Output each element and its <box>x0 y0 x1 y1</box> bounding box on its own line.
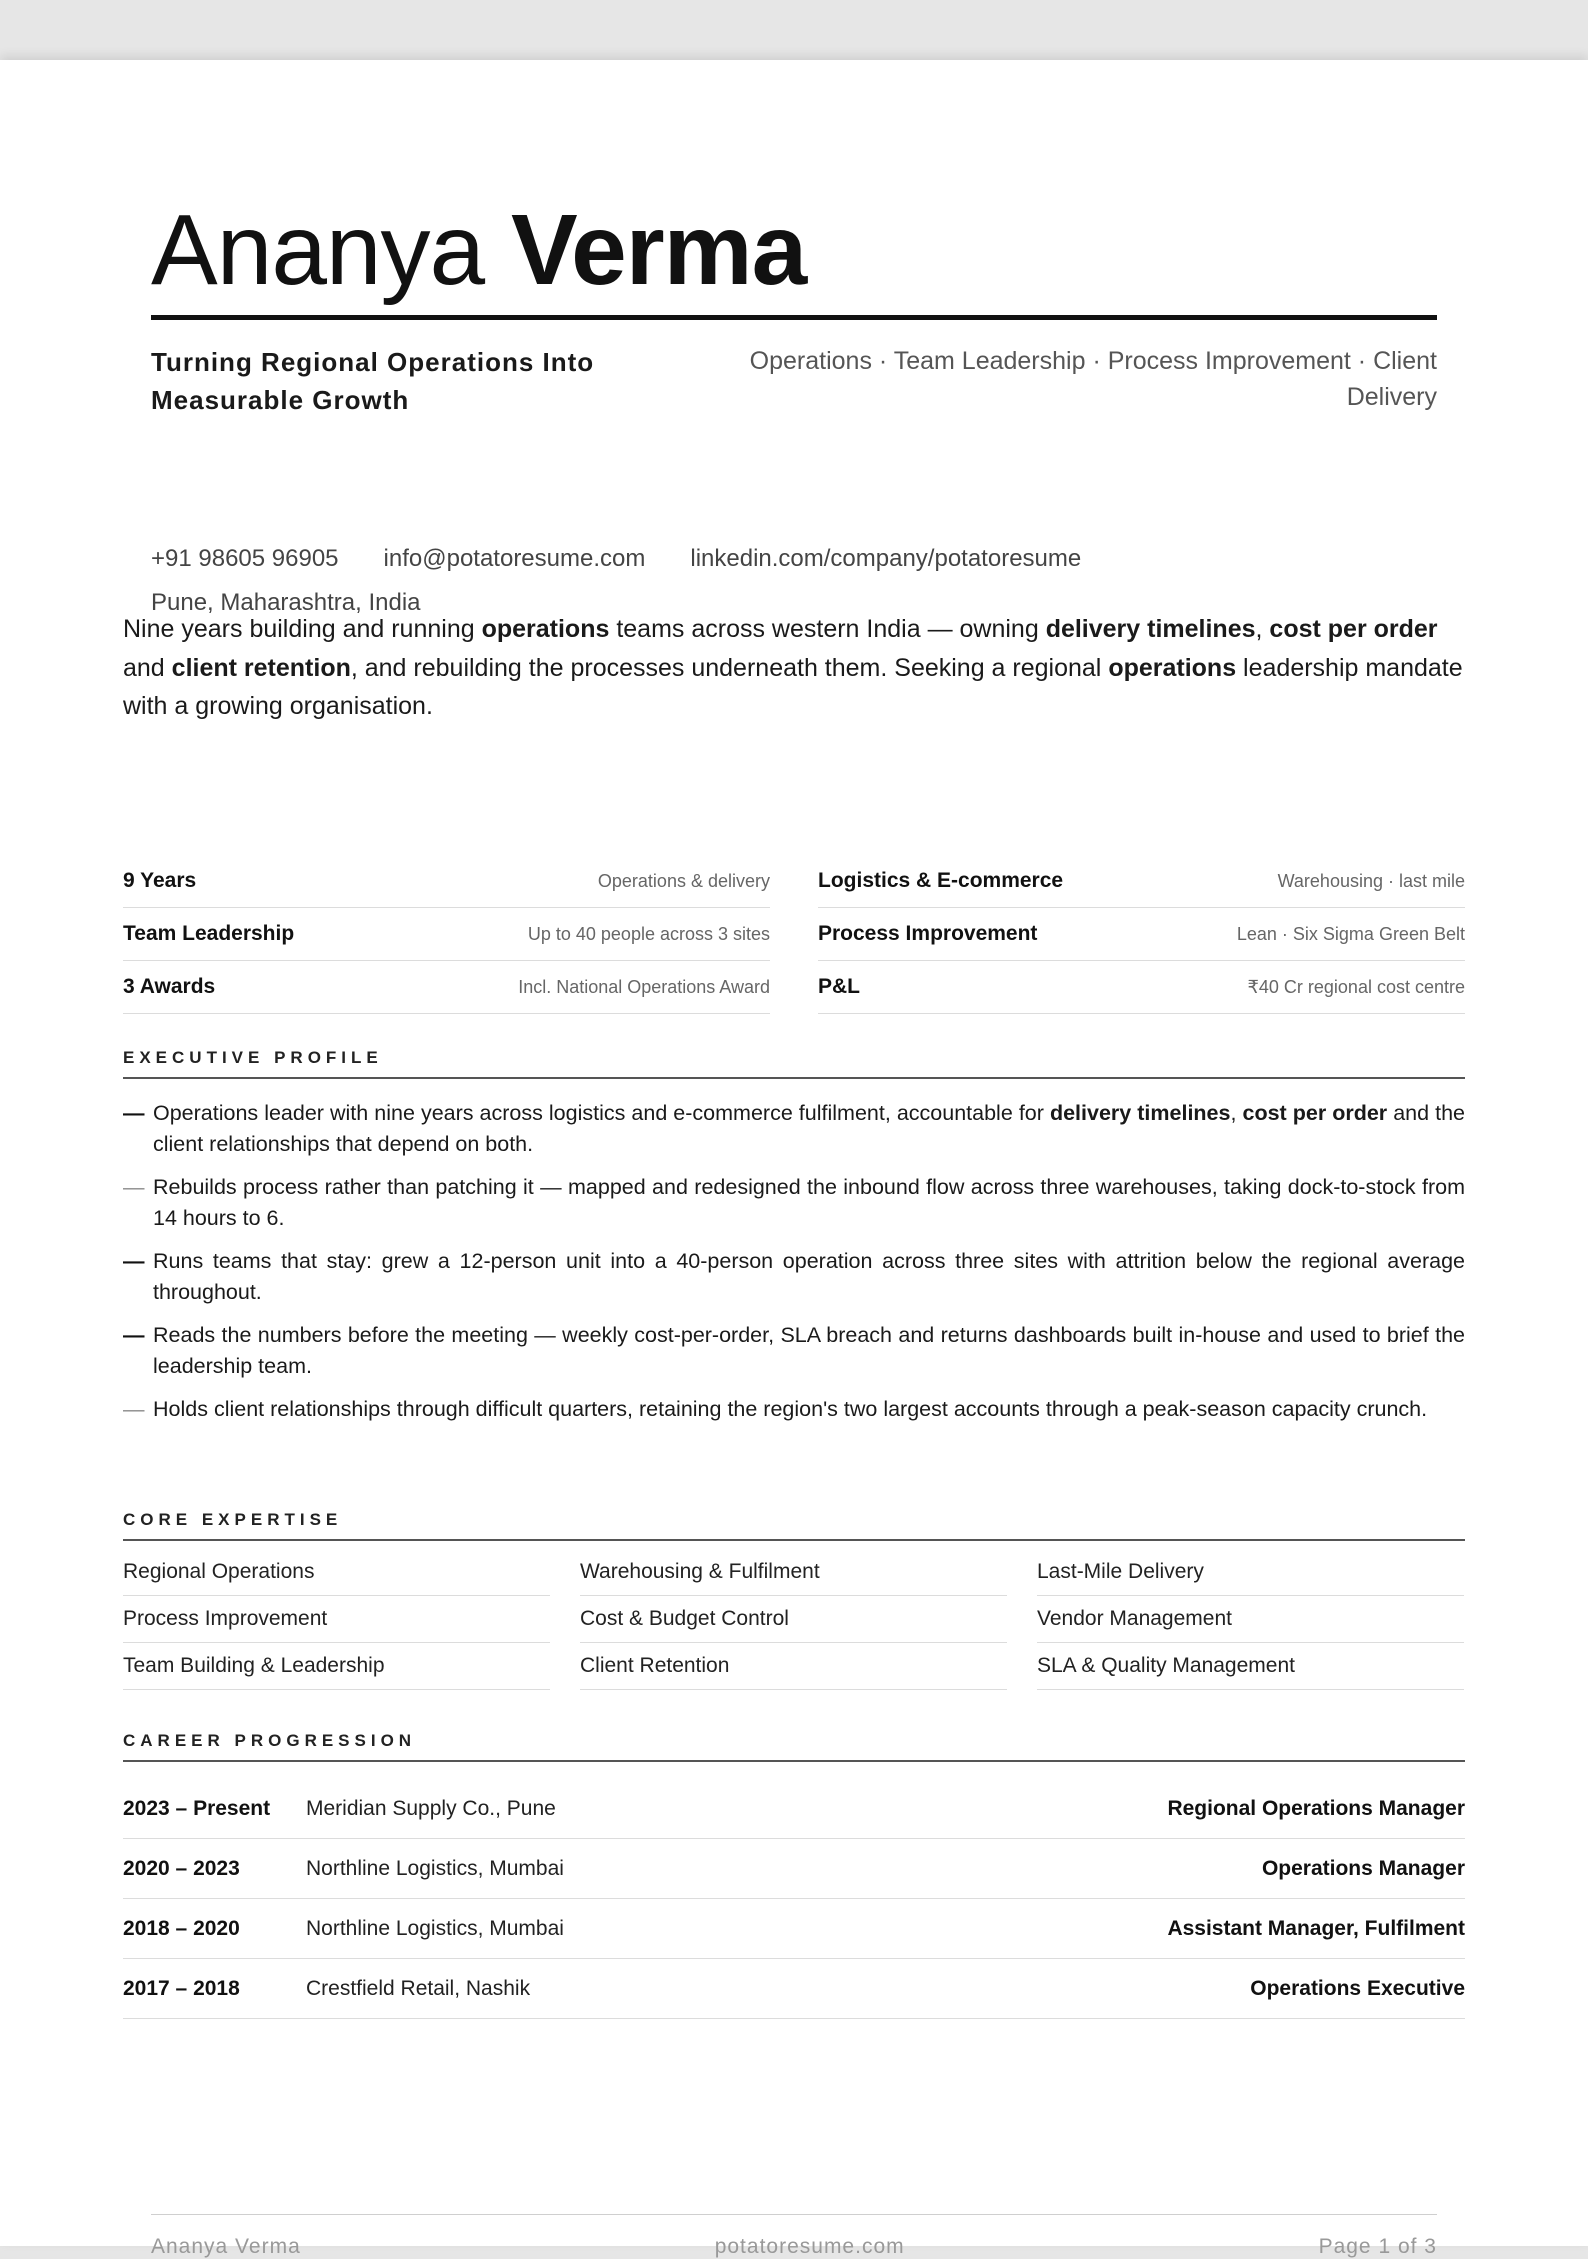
bullet-text: and the client relationships that depend on both. <box>153 1101 1465 1156</box>
bullet-text: Rebuilds process rather than patching it — mapped and redesigned the inbound flow across three warehouses, taking dock-to-stock from 14 hours to 6. <box>153 1175 1465 1230</box>
section-heading-career: CAREER PROGRESSION <box>123 1731 1465 1762</box>
section-heading-expertise: CORE EXPERTISE <box>123 1510 1465 1541</box>
summary-text: leadership mandate with a growing organisation. <box>123 653 1463 720</box>
summary-keyword: operations <box>481 615 610 643</box>
stat-row <box>123 908 770 961</box>
bullet-dash: — <box>123 1323 145 1347</box>
job-dates: 2020 – 2023 <box>123 1856 240 1880</box>
email: info@potatoresume.com <box>383 545 646 572</box>
summary-text: , and rebuilding the processes underneath them. Seeking a regional <box>350 653 1109 682</box>
expertise-item: Process Improvement <box>123 1596 550 1643</box>
bullet-keyword: delivery timelines <box>1049 1101 1231 1125</box>
stat-note: Lean · Six Sigma Green Belt <box>1236 923 1465 944</box>
section-heading-profile: EXECUTIVE PROFILE <box>123 1048 1465 1079</box>
phone: +91 98605 96905 <box>151 545 339 572</box>
expertise-item: Team Building & Leadership <box>123 1643 550 1690</box>
page-number: Page 1 of 3 <box>1318 2235 1437 2258</box>
job-company: Crestfield Retail, Nashik <box>306 1976 531 2000</box>
stat-note: Operations & delivery <box>597 870 770 891</box>
bullet-text: Runs teams that stay: grew a 12-person unit into a 40-person operation across three sites with attrition below the regional average throughout. <box>153 1249 1465 1304</box>
job-title: Operations Executive <box>1250 1976 1465 2000</box>
stat-note: Warehousing · last mile <box>1277 870 1465 891</box>
stat-label: 9 Years <box>123 869 197 892</box>
summary-text: Nine years building and running <box>123 615 482 643</box>
bullet-dash: — <box>123 1249 145 1273</box>
summary-keyword: cost per order <box>1269 615 1438 643</box>
job-dates: 2017 – 2018 <box>123 1976 240 2000</box>
stat-label: Process Improvement <box>818 922 1038 945</box>
expertise-item: Vendor Management <box>1037 1596 1464 1643</box>
summary-keyword: delivery timelines <box>1045 615 1256 643</box>
stat-label: P&L <box>818 975 860 998</box>
job-dates: 2023 – Present <box>123 1796 271 1820</box>
summary-text: , <box>1255 615 1270 643</box>
summary-keyword: operations <box>1108 653 1237 682</box>
job-title: Assistant Manager, Fulfilment <box>1167 1916 1465 1940</box>
stat-row <box>123 855 770 908</box>
first-name: Ananya <box>151 194 485 306</box>
expertise-item: Regional Operations <box>123 1549 550 1596</box>
summary-text: and <box>123 653 172 682</box>
candidate-name <box>151 190 806 310</box>
bullet-text: , <box>1230 1101 1243 1125</box>
bullet-dash: — <box>123 1175 145 1199</box>
summary-keyword: client retention <box>171 653 351 682</box>
profile-bullet <box>123 1246 1465 1308</box>
expertise-item: Last-Mile Delivery <box>1037 1549 1464 1596</box>
stat-row <box>818 908 1465 961</box>
footer-divider <box>151 2214 1437 2215</box>
linkedin: linkedin.com/company/potatoresume <box>690 545 1082 572</box>
career-row <box>123 1839 1465 1899</box>
profile-bullet <box>123 1172 1465 1234</box>
bullet-text: Reads the numbers before the meeting — weekly cost-per-order, SLA breach and returns dashboards built in-house and used to brief the leadership team. <box>153 1323 1465 1378</box>
name-divider <box>151 315 1437 320</box>
job-company: Northline Logistics, Mumbai <box>306 1916 564 1940</box>
stat-note: ₹40 Cr regional cost centre <box>1247 976 1465 997</box>
page-footer <box>151 2235 1437 2259</box>
bullet-text: Holds client relationships through difficult quarters, retaining the region's two largest accounts through a peak-season capacity crunch. <box>153 1397 1428 1421</box>
summary-paragraph <box>123 610 1468 726</box>
career-table <box>123 1779 1465 2019</box>
bullet-text: Operations leader with nine years across logistics and e-commerce fulfilment, accountable for <box>153 1101 1050 1125</box>
focus-tags: Operations · Team Leadership · Process Improvement · Client Delivery <box>749 347 1437 411</box>
expertise-grid <box>123 1549 1465 1690</box>
job-dates: 2018 – 2020 <box>123 1916 240 1940</box>
profile-bullets <box>123 1098 1465 1437</box>
last-name: Verma <box>510 194 807 306</box>
bullet-dash: — <box>123 1397 145 1421</box>
stat-note: Up to 40 people across 3 sites <box>527 923 770 944</box>
footer-site: potatoresume.com <box>714 2235 905 2258</box>
profile-bullet <box>123 1394 1465 1425</box>
stat-row <box>123 961 770 1014</box>
career-row <box>123 1959 1465 2019</box>
key-stats <box>123 855 1465 1014</box>
summary-text: teams across western India — owning <box>609 615 1046 643</box>
stat-label: 3 Awards <box>123 975 216 998</box>
resume-page <box>0 60 1588 2258</box>
profile-bullet <box>123 1320 1465 1382</box>
stat-label: Logistics & E-commerce <box>818 869 1064 892</box>
expertise-item: SLA & Quality Management <box>1037 1643 1464 1690</box>
tagline: Turning Regional Operations Into Measurable Growth <box>151 347 595 415</box>
job-company: Meridian Supply Co., Pune <box>306 1796 556 1820</box>
career-row <box>123 1899 1465 1959</box>
stat-note: Incl. National Operations Award <box>518 976 770 997</box>
stat-row <box>818 961 1465 1014</box>
bullet-keyword: cost per order <box>1242 1101 1388 1125</box>
job-company: Northline Logistics, Mumbai <box>306 1856 564 1880</box>
expertise-item: Cost & Budget Control <box>580 1596 1007 1643</box>
job-title: Regional Operations Manager <box>1167 1796 1465 1820</box>
profile-bullet <box>123 1098 1465 1160</box>
location: Pune, Maharashtra, India <box>151 589 421 616</box>
stat-label: Team Leadership <box>123 922 295 945</box>
job-title: Operations Manager <box>1261 1856 1465 1880</box>
expertise-item: Client Retention <box>580 1643 1007 1690</box>
footer-name: Ananya Verma <box>151 2235 301 2258</box>
stat-row <box>818 855 1465 908</box>
bullet-dash: — <box>123 1101 145 1125</box>
expertise-item: Warehousing & Fulfilment <box>580 1549 1007 1596</box>
career-row <box>123 1779 1465 1839</box>
